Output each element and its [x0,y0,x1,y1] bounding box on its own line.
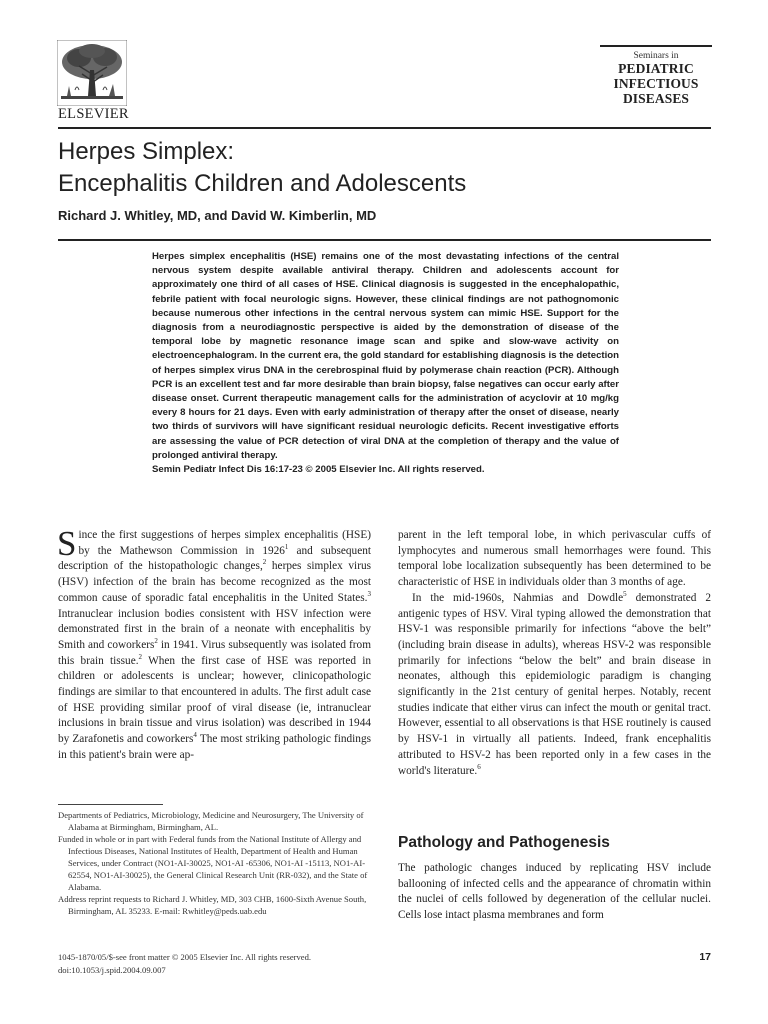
doi-line: doi:10.1053/j.spid.2004.09.007 [58,965,166,975]
publisher-name: ELSEVIER [58,106,129,122]
abstract [152,250,619,477]
footnote-reprint-address: Address reprint requests to Richard J. Whitley, MD, 303 CHB, 1600-Sixth Avenue South, Birmingham, AL 35233. E-mail: Rwhitley@peds.uab.edu [58,894,367,916]
header-divider [58,127,711,129]
article-meta [58,951,311,977]
journal-line-1: PEDIATRIC [618,61,694,76]
paragraph-pathology: The pathologic changes induced by replicating HSV include ballooning of infected cells and the appearance of chromatin within the nuclei of cells followed by degeneration of the cellular nuclei. Cells lose intact plasma membranes and form [398,862,711,922]
reference-marker: 4 [193,731,197,740]
footnotes [58,809,371,917]
article-title-line-1: Herpes Simplex: [58,138,235,165]
journal-line-2: INFECTIOUS [613,76,699,91]
authors-divider [58,239,711,241]
paragraph-temporal-lobe: parent in the left temporal lobe, in which perivascular cuffs of lymphocytes and numerous small hemorrhages were found. This temporal lobe localization subsequently has been determined to be characteristic of HSE in individuals older than 3 months of age. [398,529,711,589]
article-title-line-2: Encephalitis Children and Adolescents [58,170,467,197]
journal-series: Seminars in [633,51,679,61]
body-column-right-continued [398,861,711,924]
article-authors: Richard J. Whitley, MD, and David W. Kimberlin, MD [58,208,377,223]
journal-line-3: DISEASES [622,91,690,106]
journal-rule [600,45,712,47]
reference-marker: 2 [154,637,158,646]
footnote-divider [58,804,163,805]
body-column-right [398,528,711,779]
drop-cap: S [57,524,77,563]
reference-marker: 6 [477,762,481,771]
abstract-citation: Semin Pediatr Infect Dis 16:17-23 © 2005 Elsevier Inc. All rights reserved. [152,464,485,476]
copyright-line: 1045-1870/05/$-see front matter © 2005 Elsevier Inc. All rights reserved. [58,952,312,962]
reference-marker: 2 [138,652,143,661]
abstract-text: Herpes simplex encephalitis (HSE) remains one of the most devastating infections of the central nervous system despite available antiviral therapy. Children and adolescents account for approximately one third of all cases of HSE. Clinical diagnosis is suggested in the encephalopathic, febrile patient with focal neurologic signs. However, these clinical findings are not pathognomonic because numerous other infections in the central nervous system can mimic HSE. Support for the diagnosis from a neurodiagnostic perspective is aided by the demonstration of disease of the temporal lobe by magnetic resonance image scan and spike and slow-wave activity on electroencephalogram. In the current era, the gold standard for establishing diagnosis is the detection of herpes simplex virus DNA in the cerebrospinal fluid by polymerase chain reaction (PCR). Although PCR is an excellent test and far more desirable than brain biopsy, false negatives can occur early after disease onset. Current therapeutic management calls for the administration of acyclovir at 10 mg/kg every 8 hours for 21 days. Even with early administration of therapy after the onset of disease, nearly two thirds of survivors will have significant residual neurologic deficits. Recent investigative efforts are assessing the value of PCR detection of viral DNA at the completion of therapy and the value of prolonged antiviral therapy. [152,251,619,461]
journal-name [600,45,712,106]
article-title [58,136,466,200]
body-column-left [57,524,372,764]
paragraph-viral-typing: In the mid-1960s, Nahmias and Dowdle$^5$ demonstrated 2 antigenic types of HSV. Viral typing allowed the demonstration that HSV-1 was responsible primarily for infections “above the belt” (including brain disease in adults), whereas HSV-2 was responsible primarily for infections “below the belt” and brain disease in neonates, although this epidemiologic paradigm is changing significantly in the 21st century of genital herpes. Notably, recent studies indicate that either virus can infect the mouth or genital tract. However, essential to all observations is that HSE routinely is caused by HSV-1 in virtually all patients. Indeed, frank encephalitis attributed to HSV-2 has been reported only in a few cases in the world's literature.$^6$ [398,590,712,777]
page-number: 17 [699,951,711,963]
footnote-funding: Funded in whole or in part with Federal funds from the National Institute of Allergy and Infectious Diseases, National Institutes of Health, Department of Health and Human Services, under Contract (NO1-AI-30025, NO1-AI -65306, NO1-AI -15113, NO1-AI-62554, NO1-AI-30025), the General Clinical Research Unit (RR-032), and the State of Alabama. [58,834,368,892]
reference-marker: 5 [623,590,627,599]
reference-marker: 2 [262,558,267,567]
elsevier-tree-logo-icon [57,40,127,106]
reference-marker: 3 [367,590,371,599]
footnote-affiliation: Departments of Pediatrics, Microbiology, Medicine and Neurosurgery, The University of Alabama at Birmingham, Birmingham, AL. [58,810,364,832]
reference-marker: 1 [284,542,289,551]
intro-paragraph: Since the first suggestions of herpes simplex encephalitis (HSE) by the Mathewson Commission in 1926$^1$ and subsequent description of the histopathologic changes,$^2$ herpes simplex virus (HSV) infection of the brain has become recognized as the most common cause of sporadic fatal encephalitis in the United States.$^3$ Intranuclear inclusion bodies consistent with HSV infection were demonstrated first in the brain of a neonate with encephalitis by Smith and coworkers$^2$ in 1941. Virus subsequently was isolated from this brain tissue.$^2$ When the first case of HSE was reported in children or adolescents is unclear; however, clinicopathologic findings are similar to that encountered in adults. The first adult case of HSE providing similar proof of viral disease (ie, intranuclear inclusions in brain tissue and virus isolation) was described in 1944 by Zarafonetis and coworkers$^4$ The most striking pathologic findings in this patient's brain were ap- [57,524,372,761]
section-heading: Pathology and Pathogenesis [398,834,610,851]
